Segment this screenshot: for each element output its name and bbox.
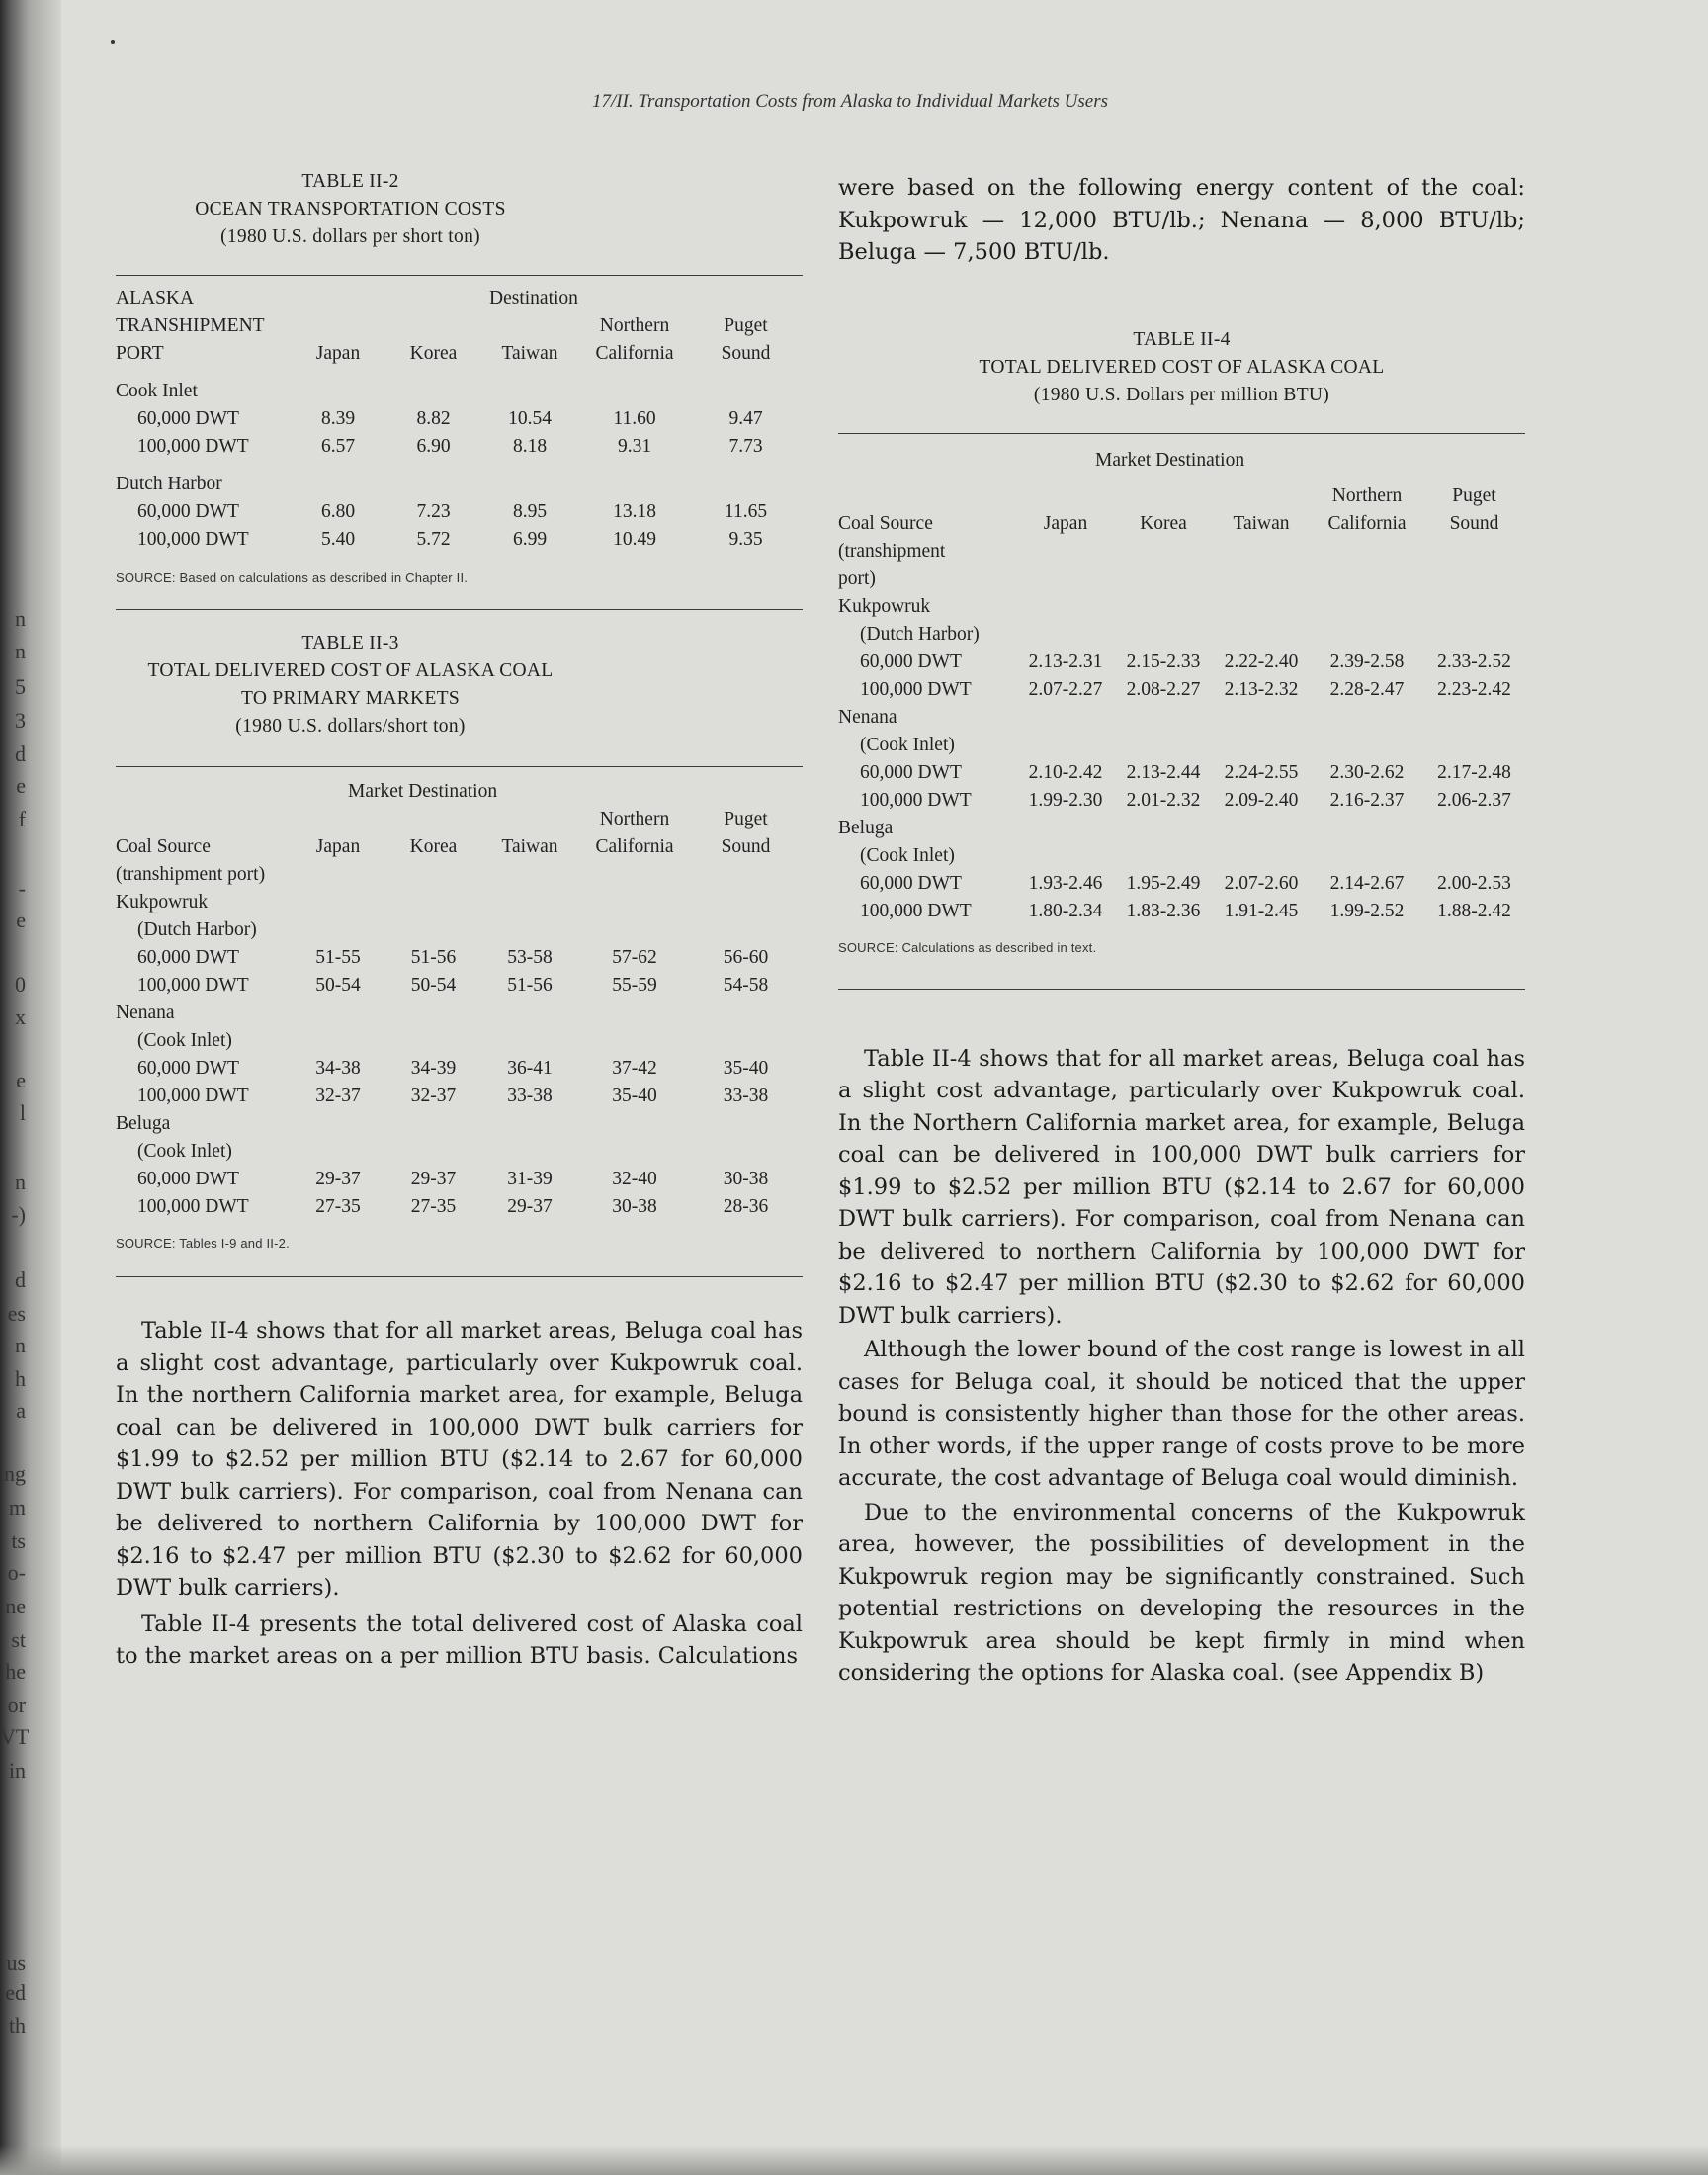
column-header-top: Northern [1331,484,1403,506]
row-label: 100,000 DWT [137,1086,249,1106]
coal-source-header: Coal Source [838,512,933,534]
table-ii-4 [838,326,1525,990]
row-label: 60,000 DWT [860,872,962,894]
edge-fragment: h [15,1366,26,1391]
cell: 1.99-2.52 [1329,900,1405,921]
edge-fragment: m [8,1495,26,1520]
cell: 28-36 [723,1196,769,1217]
table-row [116,969,803,997]
table-row [116,1190,803,1218]
edge-fragment: es [7,1301,26,1326]
cell: 27-35 [410,1196,457,1217]
table-row [116,402,803,430]
paragraph: were based on the following energy content of the coal: Kukpowruk — 12,000 BTU/lb.; Nenana — 8,000 BTU/lb; Beluga — 7,500 BTU/lb. [838,175,1525,265]
group-name: Beluga [116,1113,171,1134]
cell: 29-37 [315,1169,361,1189]
speck [111,40,115,44]
left-column [116,168,803,1673]
row-label: 100,000 DWT [860,678,972,700]
edge-fragment: e [16,908,26,932]
edge-fragment: 5 [15,674,26,699]
edge-fragment: ts [11,1528,26,1553]
paragraph: Table II-4 shows that for all market areas, Beluga coal has a slight cost advantage, particularly over Kukpowruk coal. In the northern California market area, for example, Beluga coal can be delivered in 100,000 DWT bulk carriers for $1.99 to $2.52 per million BTU ($2.14 to 2.67 for 60,000 DWT bulk carriers). For comparison, coal from Nenana can be delivered to northern California by 100,000 DWT for $2.16 to $2.47 per million BTU ($2.30 to $2.62 for 60,000 DWT bulk carriers). [116,1318,803,1601]
edge-fragment: f [18,807,26,831]
group-port: (Dutch Harbor) [137,919,257,940]
table-ii-2-grid [116,282,803,551]
coal-source-subheader: (transhipment port) [116,864,266,885]
cell: 2.24-2.55 [1224,761,1299,783]
market-destination-header: Market Destination [1095,449,1245,471]
paragraph: Due to the environmental concerns of the Kukpowruk area, however, the possibilities of development in the Kukpowruk region may be significantly constrained. Such potential restrictions on developing the resources in the Kukpowruk area should be kept firmly in mind when considering the options for Alaska coal. (see Appendix B) [838,1499,1525,1686]
column-header-top: Northern [599,809,670,829]
column-header: Korea [1140,512,1187,534]
cell: 51-56 [507,975,553,996]
table-label: TABLE II-2 [301,171,399,192]
column-header: Sound [721,343,771,364]
edge-fragment: in [8,1758,26,1783]
cell: 36-41 [507,1058,553,1079]
cell: 2.09-2.40 [1224,789,1299,811]
cell: 9.35 [728,529,763,550]
paragraph: Table II-4 shows that for all market areas, Beluga coal has a slight cost advantage, particularly over Kukpowruk coal. In the Northern California market area, for example, Beluga coal can be delivered in 100,000 DWT bulk carriers for $1.99 to $2.52 per million BTU ($2.14 to 2.67 for 60,000 DWT bulk carriers). For comparison, coal from Nenana can be delivered to northern California by 100,000 DWT for $2.16 to $2.47 per million BTU ($2.30 to $2.62 for 60,000 DWT bulk carriers). [838,1045,1525,1329]
group-name: Cook Inlet [116,381,198,401]
cell: 2.15-2.33 [1126,651,1201,672]
table-ii-3-grid [116,775,803,1218]
edge-fragment: e [16,1068,26,1092]
row-label: 100,000 DWT [137,529,249,550]
table-row [838,756,1525,784]
running-head: 17/II. Transportation Costs from Alaska to Individual Markets Users [592,91,1108,112]
table-top-rule [838,433,1525,434]
table-source: SOURCE: Calculations as described in text. [838,939,1097,955]
table-row [116,941,803,969]
group-port: (Cook Inlet) [137,1141,232,1162]
edge-fragment: n [15,639,26,663]
cell: 53-58 [507,947,553,968]
destination-header: Destination [489,288,578,308]
row-label: 60,000 DWT [860,651,962,672]
cell: 7.73 [728,436,763,457]
edge-fragment: e [16,773,26,798]
edge-fragment: d [15,741,26,766]
table-title: OCEAN TRANSPORTATION COSTS [195,199,506,219]
edge-fragment: us [6,1951,26,1975]
cell: 6.99 [512,529,548,550]
cell: 2.10-2.42 [1028,761,1103,783]
edge-fragment: he [5,1659,26,1684]
edge-fragment: d [15,1267,26,1292]
table-source: SOURCE: Tables I-9 and II-2. [116,1236,290,1251]
edge-fragment: a [16,1398,26,1423]
table-title-line2: TO PRIMARY MARKETS [240,688,461,709]
cell: 55-59 [612,975,657,996]
cell: 2.33-2.52 [1437,651,1511,672]
table-row [116,495,803,523]
page-bottom-shadow [0,2145,1708,2175]
group-port: (Dutch Harbor) [860,623,980,645]
edge-fragment: l [19,1100,26,1125]
table-row [838,784,1525,812]
table-subtitle: (1980 U.S. Dollars per million BTU) [1033,384,1330,405]
table-subtitle: (1980 U.S. dollars/short ton) [235,716,466,737]
cell: 8.39 [320,408,356,429]
cell: 2.07-2.27 [1028,678,1103,700]
cell: 6.80 [320,501,356,522]
column-header: Taiwan [1233,512,1290,534]
paragraph: Although the lower bound of the cost range is lowest in all cases for Beluga coal, it should be noticed that the upper bound is consistently higher than those for the other areas. In other words, if the upper range of costs prove to be more accurate, the cost advantage of Beluga coal would diminish. [838,1337,1525,1491]
cell: 1.91-2.45 [1224,900,1299,921]
row-label: 60,000 DWT [137,408,239,429]
cell: 34-38 [315,1058,361,1079]
left-body-text [116,1315,803,1673]
row-label: 100,000 DWT [860,900,972,921]
table-row [838,673,1525,701]
table-top-rule [116,275,803,276]
cell: 1.93-2.46 [1028,872,1103,894]
row-label: 100,000 DWT [137,1196,249,1217]
cell: 2.13-2.32 [1224,678,1299,700]
edge-fragment: th [8,2013,26,2038]
cell: 9.31 [617,436,652,457]
group-name: Kukpowruk [116,892,209,913]
cell: 56-60 [723,947,769,968]
cell: 1.88-2.42 [1437,900,1511,921]
cell: 2.07-2.60 [1224,872,1299,894]
cell: 2.13-2.44 [1126,761,1201,783]
edge-fragment: ne [5,1594,26,1618]
column-header-top: Puget [724,315,768,336]
column-header-top: Northern [599,315,670,336]
table-row [838,646,1525,673]
port-header-line1: ALASKA [116,288,195,308]
coal-source-subheader: (transhipment [838,540,946,562]
column-header: Taiwan [501,836,558,857]
edge-fragment: x [15,1004,26,1029]
cell: 1.95-2.49 [1126,872,1201,894]
group-name: Dutch Harbor [116,474,222,494]
cell: 2.06-2.37 [1437,789,1511,811]
edge-fragment: n [15,606,26,631]
cell: 34-39 [410,1058,457,1079]
cell: 57-62 [612,947,657,968]
row-label: 100,000 DWT [860,789,972,811]
row-label: 60,000 DWT [137,501,239,522]
table-bottom-rule [838,989,1525,990]
column-header: Japan [1043,512,1088,534]
row-label: 60,000 DWT [137,1058,239,1079]
group-port: (Cook Inlet) [860,844,955,866]
column-header: California [595,836,674,857]
cell: 5.72 [416,529,451,550]
group-name: Nenana [116,1002,175,1023]
cell: 2.28-2.47 [1329,678,1405,700]
cell: 35-40 [612,1086,657,1106]
column-header: Sound [721,836,771,857]
cell: 30-38 [723,1169,769,1189]
row-label: 100,000 DWT [137,436,249,457]
right-body-text [838,1043,1525,1690]
table-row [838,867,1525,895]
edge-fragment: - [18,876,26,901]
cell: 13.18 [613,501,656,522]
table-row [838,895,1525,922]
column-header: Korea [409,836,458,857]
cell: 5.40 [320,529,356,550]
group-port: (Cook Inlet) [860,734,955,755]
cell: 2.01-2.32 [1126,789,1201,811]
right-column [838,168,1525,1690]
table-ii-3 [116,630,803,1277]
cell: 2.17-2.48 [1437,761,1511,783]
table-row [116,1163,803,1190]
column-header: Korea [409,343,458,364]
cell: 10.49 [613,529,656,550]
table-bottom-rule [116,1276,803,1277]
cell: 33-38 [507,1086,553,1106]
table-ii-2 [116,168,803,610]
cell: 1.99-2.30 [1028,789,1103,811]
coal-source-header: Coal Source [116,836,211,857]
cell: 50-54 [315,975,361,996]
edge-fragment: VT [0,1724,30,1749]
cell: 29-37 [507,1196,553,1217]
cell: 8.82 [416,408,451,429]
cell: 37-42 [612,1058,657,1079]
table-label: TABLE II-4 [1133,328,1231,350]
edge-fragment: o- [7,1560,26,1585]
cell: 29-37 [410,1169,457,1189]
group-port: (Cook Inlet) [137,1030,232,1051]
cell: 54-58 [723,975,769,996]
edge-fragment: 0 [15,972,26,997]
cell: 2.23-2.42 [1437,678,1511,700]
table-ii-4-grid [838,444,1525,922]
column-header-top: Puget [1452,484,1496,506]
cell: 2.13-2.31 [1028,651,1103,672]
group-name: Beluga [838,817,894,838]
table-top-rule [116,766,803,767]
column-header: Japan [315,836,361,857]
cell: 31-39 [507,1169,553,1189]
group-name: Nenana [838,706,897,728]
table-title: TOTAL DELIVERED COST OF ALASKA COAL [147,660,554,681]
cell: 8.95 [512,501,548,522]
table-subtitle: (1980 U.S. dollars per short ton) [220,226,480,247]
edge-fragment: 3 [15,708,26,733]
edge-fragment: or [7,1693,26,1717]
edge-fragment: st [11,1627,26,1652]
cell: 2.14-2.67 [1329,872,1405,894]
cell: 2.16-2.37 [1329,789,1405,811]
cell: 35-40 [723,1058,769,1079]
cell: 2.22-2.40 [1224,651,1299,672]
row-label: 60,000 DWT [860,761,962,783]
column-header: Sound [1449,512,1499,534]
cell: 33-38 [723,1086,769,1106]
column-header: California [595,343,674,364]
port-header-line3: PORT [116,343,164,364]
cell: 9.47 [728,408,763,429]
group-name: Kukpowruk [838,595,931,617]
cell: 32-37 [410,1086,457,1106]
cell: 2.30-2.62 [1329,761,1405,783]
cell: 7.23 [416,501,451,522]
cell: 27-35 [315,1196,361,1217]
column-header: Taiwan [501,343,558,364]
cell: 10.54 [508,408,552,429]
column-header: Japan [315,343,361,364]
cell: 51-55 [315,947,361,968]
market-destination-header: Market Destination [348,781,498,802]
table-label: TABLE II-3 [301,633,399,653]
coal-source-subheader: port) [838,567,876,589]
table-source: SOURCE: Based on calculations as described in Chapter II. [116,570,469,585]
cell: 30-38 [612,1196,657,1217]
table-row [116,523,803,551]
cell: 1.83-2.36 [1126,900,1201,921]
cell: 1.80-2.34 [1028,900,1103,921]
table-bottom-rule [116,609,803,610]
cell: 8.18 [512,436,548,457]
table-row [116,430,803,458]
cell: 2.39-2.58 [1329,651,1405,672]
edge-fragment: -) [11,1202,26,1227]
cell: 2.08-2.27 [1126,678,1201,700]
table-row [116,1080,803,1107]
row-label: 60,000 DWT [137,1169,239,1189]
cell: 32-40 [612,1169,657,1189]
row-label: 100,000 DWT [137,975,249,996]
port-header-line2: TRANSHIPMENT [116,315,265,336]
paragraph: Table II-4 presents the total delivered cost of Alaska coal to the market areas on a per million BTU basis. Calculations [116,1610,803,1669]
cell: 6.57 [320,436,356,457]
edge-fragment: ng [4,1461,26,1486]
edge-fragment: n [15,1170,26,1194]
edge-fragment: ed [5,1980,26,2005]
cell: 11.60 [613,408,656,429]
cell: 51-56 [410,947,457,968]
cell: 11.65 [724,501,768,522]
table-row [116,1052,803,1080]
column-header-top: Puget [724,809,768,829]
column-header: California [1327,512,1407,534]
cell: 6.90 [416,436,451,457]
cell: 50-54 [410,975,457,996]
cell: 2.00-2.53 [1437,872,1511,894]
row-label: 60,000 DWT [137,947,239,968]
table-title: TOTAL DELIVERED COST OF ALASKA COAL [979,356,1385,378]
cell: 32-37 [315,1086,361,1106]
edge-fragment: n [15,1333,26,1357]
